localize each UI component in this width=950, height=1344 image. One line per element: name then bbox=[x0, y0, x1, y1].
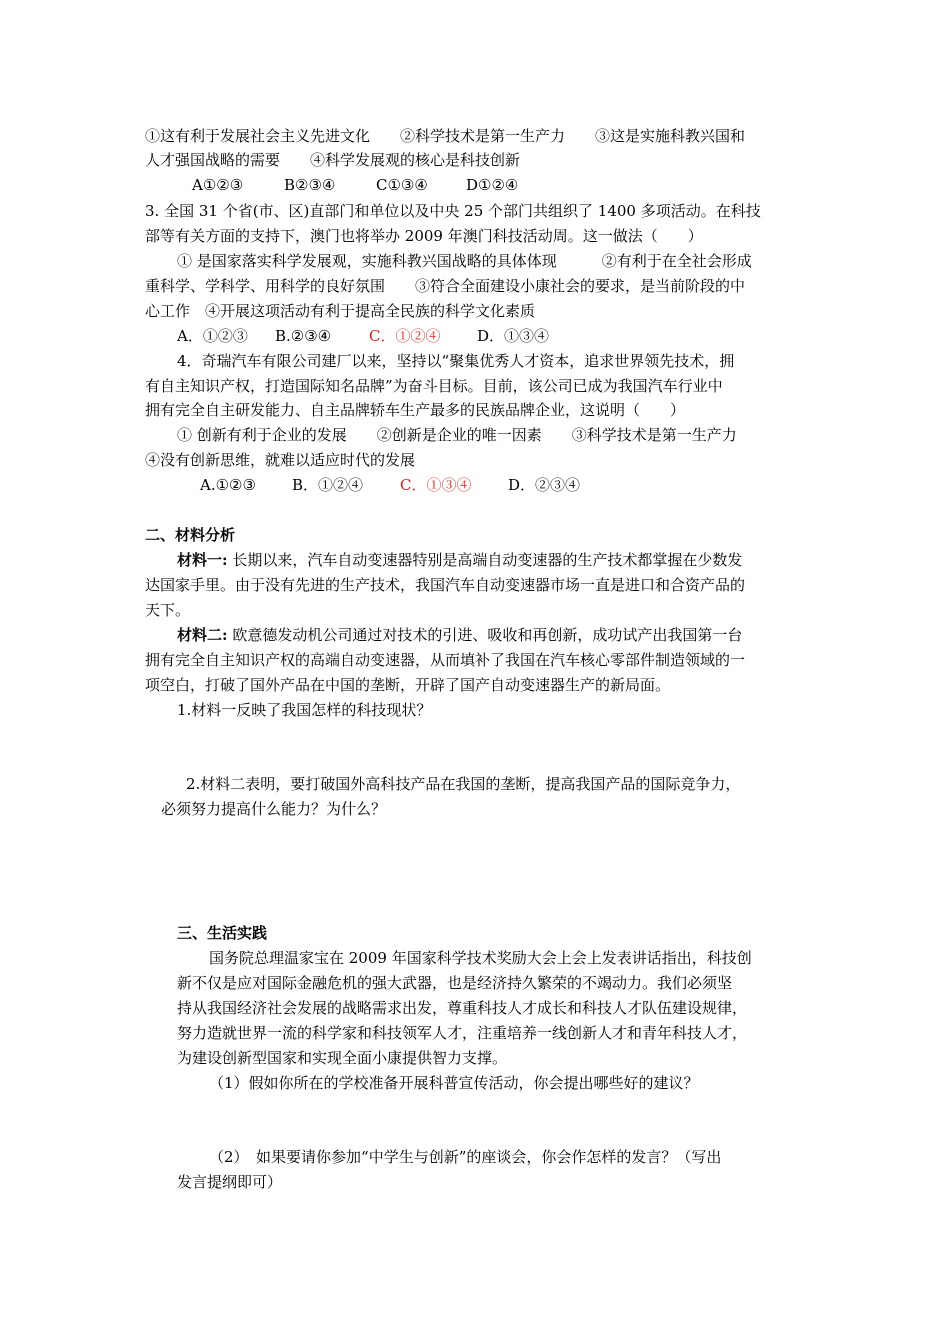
q4-options bbox=[200, 473, 580, 497]
material2-label: 材料二: bbox=[177, 626, 228, 644]
section3-question2-line1: （2） 如果要请你参加“中学生与创新”的座谈会，你会作怎样的发言？（写出 bbox=[209, 1148, 722, 1166]
q4-option-c-answer: C．①③④ bbox=[400, 476, 472, 494]
section2-question2-line2: 必须努力提高什么能力？为什么？ bbox=[161, 800, 387, 818]
q4-stem-line1: 4．奇瑞汽车有限公司建厂以来，坚持以“聚集优秀人才资本，追求世界领先技术，拥 bbox=[177, 352, 735, 370]
section3-paragraph-line3: 持从我国经济社会发展的战略需求出发，尊重科技人才成长和科技人才队伍建设规律， bbox=[177, 999, 748, 1017]
q3-statements-line1: ① 是国家落实科学发展观，实施科教兴国战略的具体体现 ②有利于在全社会形成 bbox=[177, 252, 752, 270]
section2-question1: 1.材料一反映了我国怎样的科技现状？ bbox=[177, 701, 432, 719]
section2-heading: 二、材料分析 bbox=[145, 526, 236, 544]
q2-option-c: C①③④ bbox=[376, 176, 428, 194]
q4-option-d: D．②③④ bbox=[508, 476, 581, 494]
q3-option-b: B.②③④ bbox=[275, 327, 332, 345]
material1-label: 材料一: bbox=[177, 551, 228, 569]
q4-statements-line2: ④没有创新思维，就难以适应时代的发展 bbox=[145, 451, 416, 469]
q3-stem-line2: 部等有关方面的支持下，澳门也将举办 2009 年澳门科技活动周。这一做法（ ） bbox=[145, 227, 703, 245]
q3-options bbox=[177, 324, 549, 348]
q3-option-a: A．①②③ bbox=[177, 327, 248, 345]
section3-question1: （1）假如你所在的学校准备开展科普宣传活动，你会提出哪些好的建议？ bbox=[209, 1074, 699, 1092]
q2-option-d: D①②④ bbox=[466, 176, 519, 194]
material1-text: 长期以来，汽车自动变速器特别是高端自动变速器的生产技术都掌握在少数发 bbox=[232, 551, 743, 569]
material1-line3: 天下。 bbox=[145, 601, 191, 619]
section2-question2-line1: 2.材料二表明，要打破国外高科技产品在我国的垄断，提高我国产品的国际竞争力， bbox=[186, 775, 741, 793]
q2-option-b: B②③④ bbox=[284, 176, 336, 194]
q4-stem-line3: 拥有完全自主研发能力、自主品牌轿车生产最多的民族品牌企业，这说明（ ） bbox=[145, 401, 686, 419]
material2-text: 欧意德发动机公司通过对技术的引进、吸收和再创新，成功试产出我国第一台 bbox=[232, 626, 743, 644]
q2-statements-line1: ①这有利于发展社会主义先进文化 ②科学技术是第一生产力 ③这是实施科教兴国和 bbox=[145, 127, 746, 145]
material1-line2: 达国家手里。由于没有先进的生产技术，我国汽车自动变速器市场一直是进口和合资产品的 bbox=[145, 576, 746, 594]
material1-line1 bbox=[177, 548, 742, 572]
section3-paragraph-line5: 为建设创新型国家和实现全面小康提供智力支撑。 bbox=[177, 1049, 508, 1067]
section3-paragraph-line1: 国务院总理温家宝在 2009 年国家科学技术奖励大会上会上发表讲话指出，科技创 bbox=[209, 949, 752, 967]
section3-paragraph-line4: 努力造就世界一流的科学家和科技领军人才，注重培养一线创新人才和青年科技人才， bbox=[177, 1024, 748, 1042]
section3-paragraph-line2: 新不仅是应对国际金融危机的强大武器，也是经济持久繁荣的不竭动力。我们必须坚 bbox=[177, 974, 733, 992]
q2-options bbox=[192, 173, 518, 197]
q3-statements-line2: 重科学、学科学、用科学的良好氛围 ③符合全面建设小康社会的要求，是当前阶段的中 bbox=[145, 277, 746, 295]
q4-statements-line1: ① 创新有利于企业的发展 ②创新是企业的唯一因素 ③科学技术是第一生产力 bbox=[177, 426, 737, 444]
q3-option-d: D．①③④ bbox=[477, 327, 550, 345]
q4-stem-line2: 有自主知识产权，打造国际知名品牌”为奋斗目标。目前，该公司已成为我国汽车行业中 bbox=[145, 377, 723, 395]
q2-statements-line2: 人才强国战略的需要 ④科学发展观的核心是科技创新 bbox=[145, 151, 521, 169]
q2-option-a: A①②③ bbox=[192, 176, 244, 194]
q4-option-a: A.①②③ bbox=[200, 476, 256, 494]
q3-statements-line3: 心工作 ④开展这项活动有利于提高全民族的科学文化素质 bbox=[145, 302, 536, 320]
q3-option-c-answer: C．①②④ bbox=[369, 327, 441, 345]
material2-line3: 项空白，打破了国外产品在中国的垄断，开辟了国产自动变速器生产的新局面。 bbox=[145, 676, 671, 694]
material2-line1 bbox=[177, 623, 742, 647]
q4-option-b: B．①②④ bbox=[292, 476, 364, 494]
q3-stem-line1: 3. 全国 31 个省(市、区)直部门和单位以及中央 25 个部门共组织了 1400 多项活动。在科技 bbox=[145, 202, 761, 220]
section3-heading: 三、生活实践 bbox=[177, 924, 268, 942]
section3-question2-line2: 发言提纲即可） bbox=[177, 1173, 283, 1191]
material2-line2: 拥有完全自主知识产权的高端自动变速器，从而填补了我国在汽车核心零部件制造领域的一 bbox=[145, 651, 746, 669]
